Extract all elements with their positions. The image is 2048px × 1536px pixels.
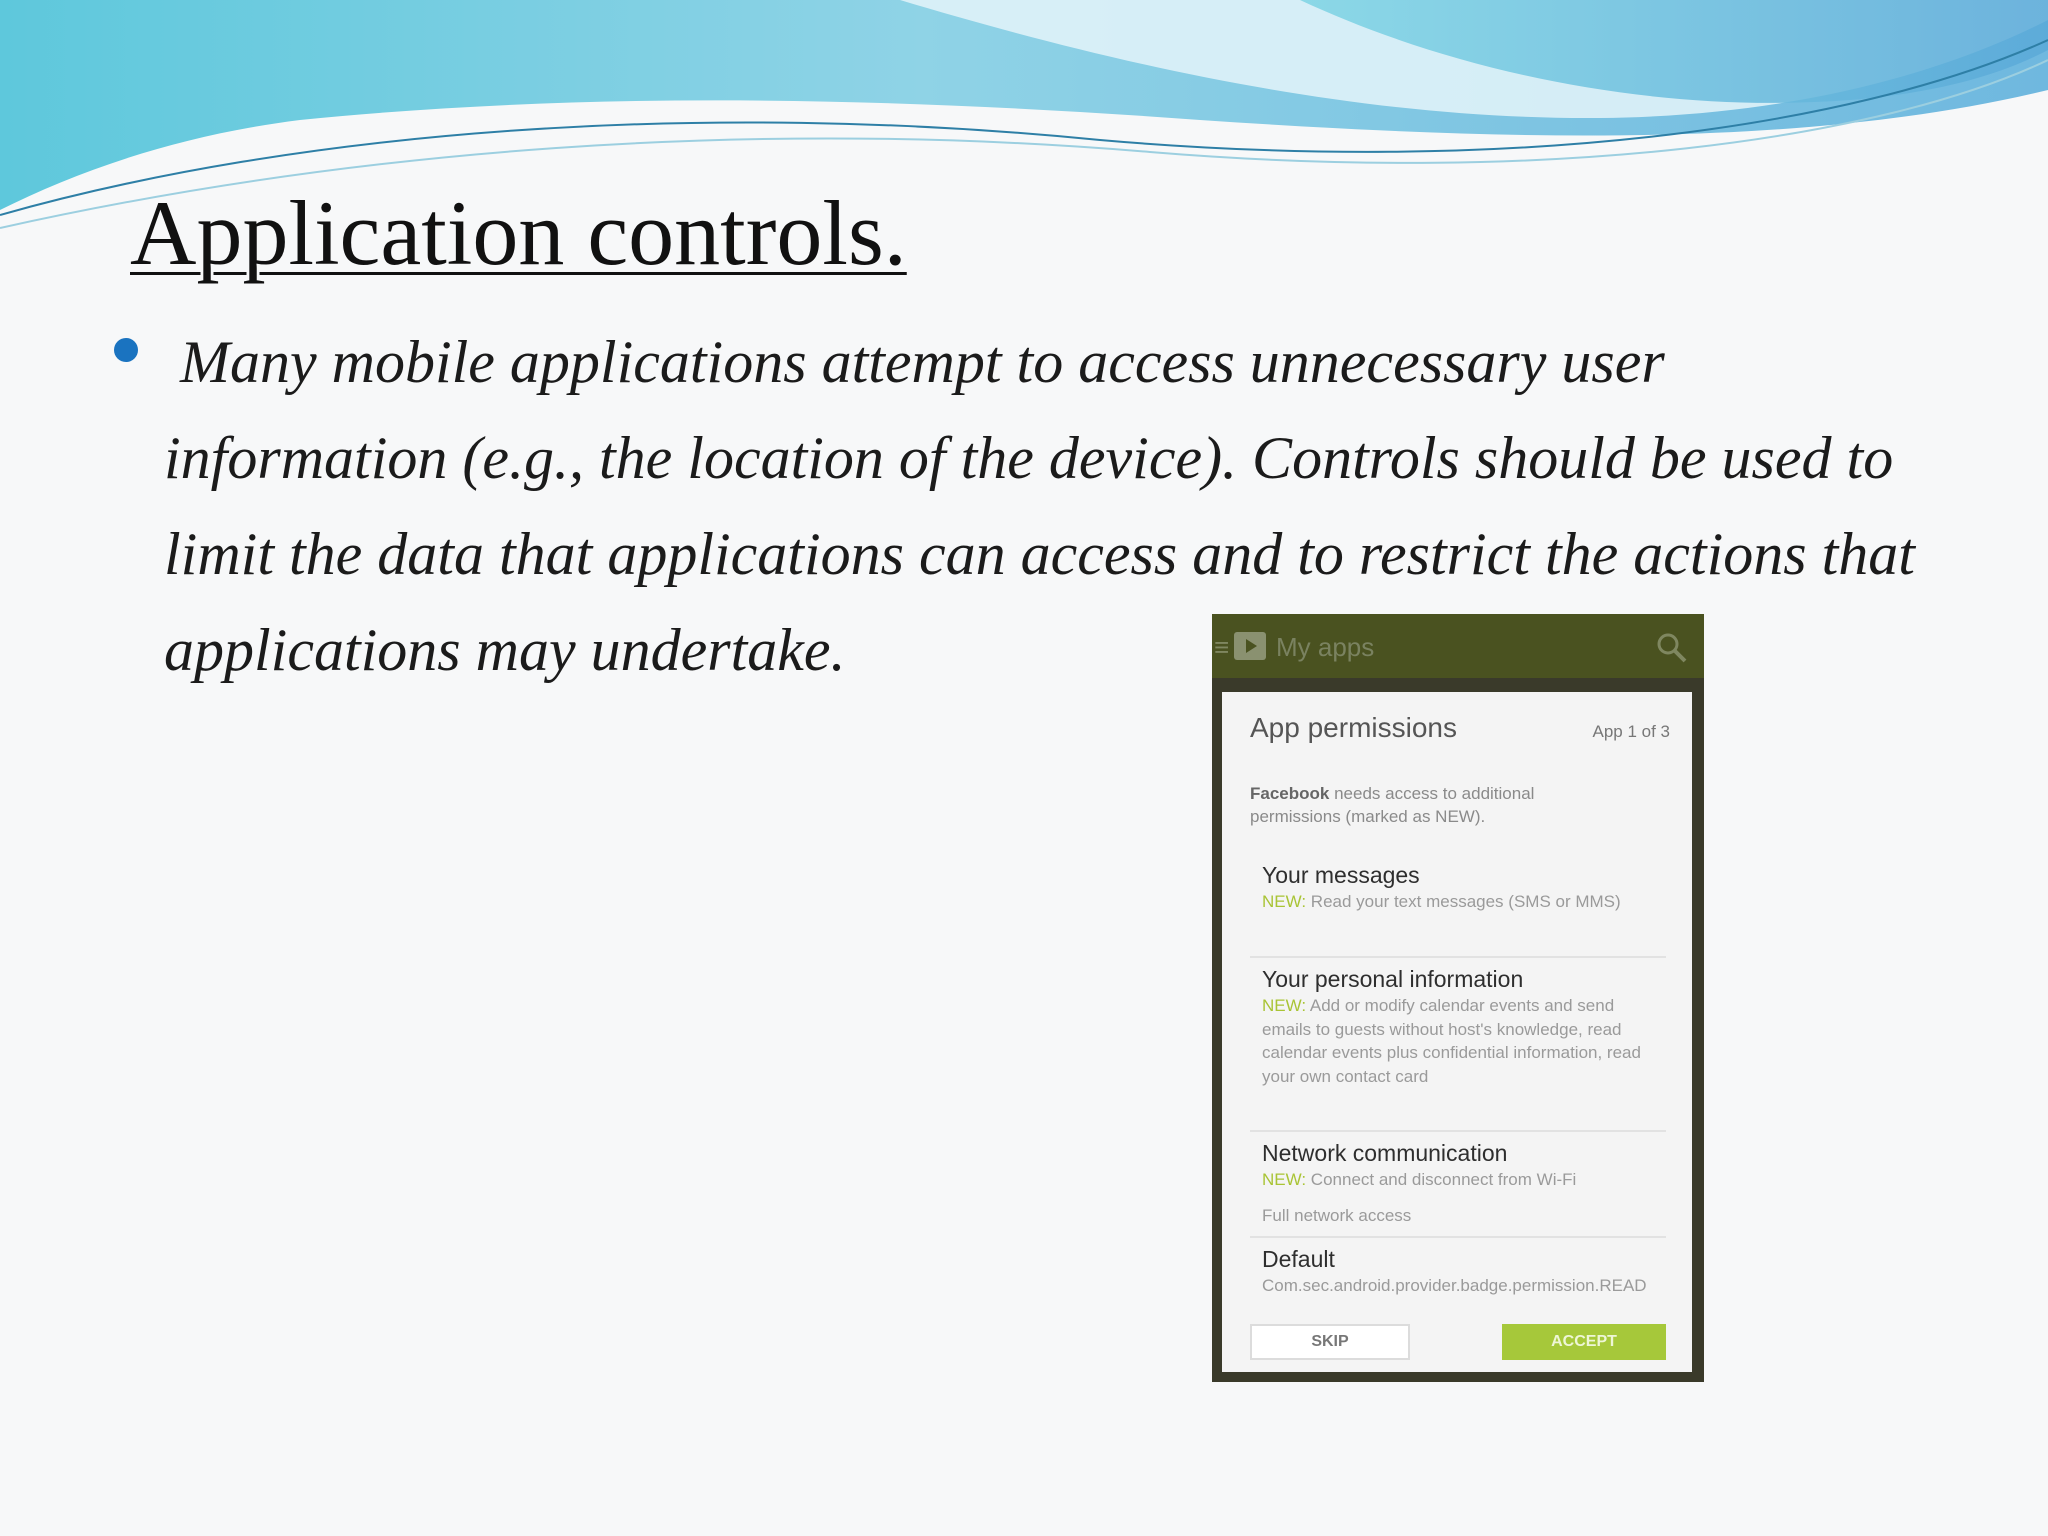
intro-app-name: Facebook xyxy=(1250,784,1330,803)
dialog-intro xyxy=(1250,782,1580,828)
permission-desc xyxy=(1262,890,1660,914)
app-bar xyxy=(1212,614,1704,678)
divider xyxy=(1250,1236,1666,1238)
slide-title: Application controls. xyxy=(130,182,907,284)
permission-title: Default xyxy=(1262,1246,1335,1272)
new-tag: NEW: xyxy=(1262,996,1307,1015)
permission-desc-text: Add or modify calendar events and send emails to guests without host's knowledge, read calendar events plus confidential information, read your own contact card xyxy=(1262,996,1641,1086)
skip-button[interactable]: SKIP xyxy=(1250,1324,1410,1360)
permissions-dialog xyxy=(1222,692,1692,1372)
permission-desc xyxy=(1262,994,1660,1088)
permission-extra: Full network access xyxy=(1262,1205,1412,1225)
play-store-icon xyxy=(1234,632,1266,660)
permission-desc xyxy=(1262,1168,1660,1192)
hamburger-icon[interactable]: ≡ xyxy=(1214,632,1230,662)
app-bar-title: My apps xyxy=(1276,632,1375,662)
permission-title: Network communication xyxy=(1262,1140,1508,1166)
bullet-icon xyxy=(114,338,138,362)
app-counter: App 1 of 3 xyxy=(1592,722,1670,741)
permission-desc-text: Connect and disconnect from Wi-Fi xyxy=(1306,1170,1577,1189)
permission-item[interactable] xyxy=(1262,1244,1660,1308)
bullet-text: Many mobile applications attempt to access unnecessary user information (e.g., the location of the device). Controls should be used to limit the data that applications can access and to restrict the actions that applications may undertake. xyxy=(164,329,1915,683)
permission-item[interactable] xyxy=(1262,1138,1660,1227)
permission-title: Your personal information xyxy=(1262,966,1524,992)
permission-title: Your messages xyxy=(1262,862,1420,888)
permission-item[interactable] xyxy=(1262,964,1660,1088)
permission-item[interactable] xyxy=(1262,860,1660,914)
new-tag: NEW: xyxy=(1262,892,1307,911)
intro-text: needs access to additional permissions (marked as NEW). xyxy=(1250,784,1535,826)
accept-button[interactable]: ACCEPT xyxy=(1502,1324,1666,1360)
divider xyxy=(1250,956,1666,958)
divider xyxy=(1250,1130,1666,1132)
dialog-title: App permissions xyxy=(1250,712,1457,743)
app-permissions-screenshot xyxy=(1212,614,1704,1382)
search-icon[interactable] xyxy=(1654,630,1688,664)
permission-desc: Com.sec.android.provider.badge.permission.READ xyxy=(1262,1276,1647,1295)
permission-desc-text: Read your text messages (SMS or MMS) xyxy=(1306,892,1621,911)
new-tag: NEW: xyxy=(1262,1170,1307,1189)
